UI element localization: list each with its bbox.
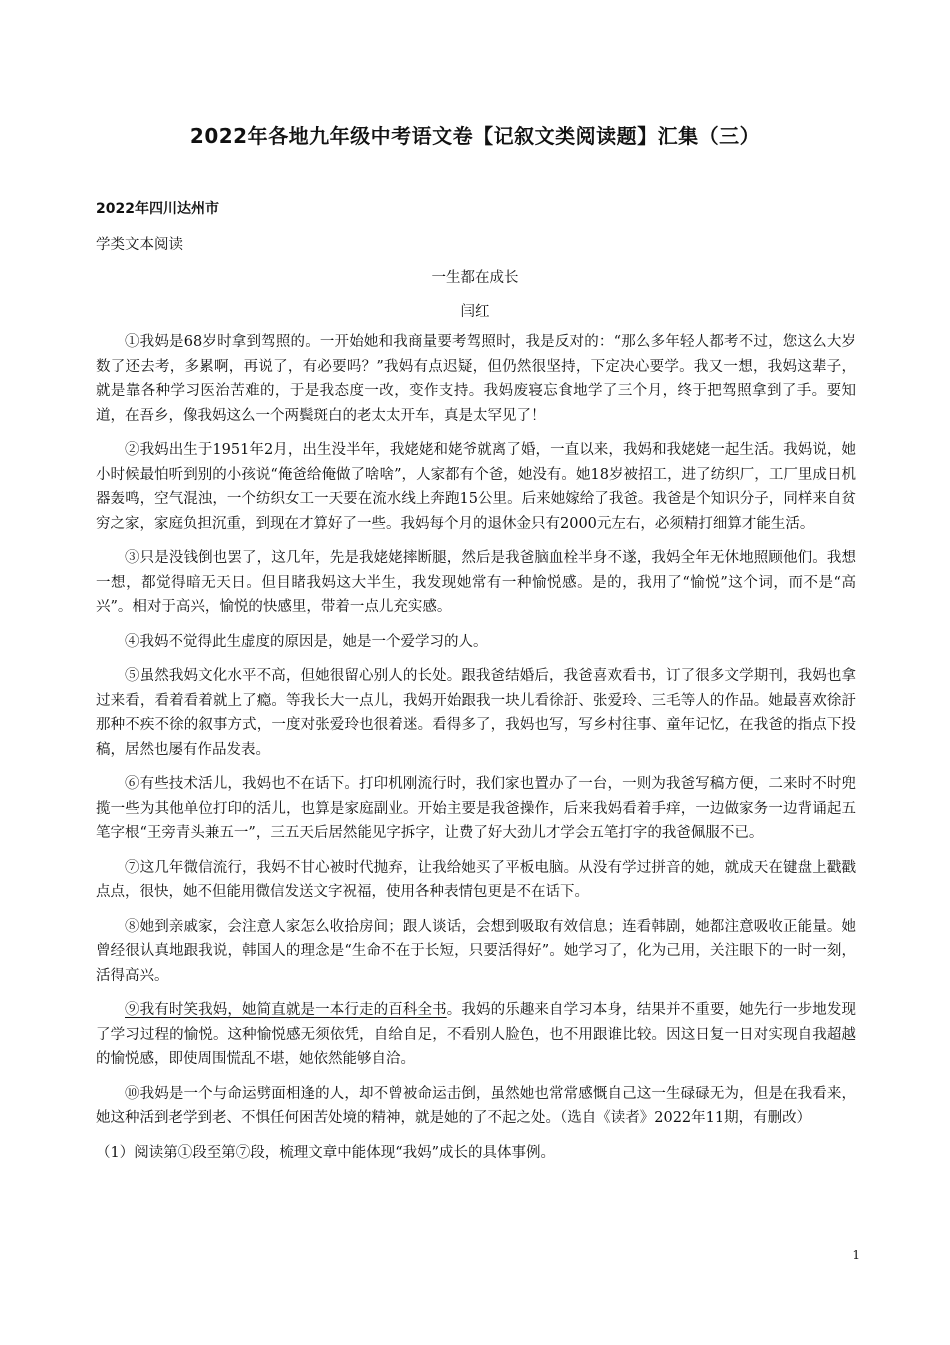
author-name: 闫红 <box>460 304 490 320</box>
question-1: （1）阅读第①段至第⑦段，梳理文章中能体现“我妈”成长的具体事例。 <box>96 1144 556 1161</box>
paragraph-10: ⑩我妈是一个与命运劈面相逢的人，却不曾被命运击倒，虽然她也常常感慨自己这一生碌碌无为，但是在我看来，她这种活到老学到老、不惧任何困苦处境的精神，就是她的了不起之处。（选自《读者》2022年11期，有删改） <box>96 1085 856 1126</box>
region-heading: 2022年四川达州市 <box>96 201 219 217</box>
paragraph-6: ⑥有些技术活儿，我妈也不在话下。打印机刚流行时，我们家也置办了一台，一则为我爸写稿方便，二来时不时兜揽一些为其他单位打印的活儿，也算是家庭副业。开始主要是我爸操作，后来我妈看着手痒，一边做家务一边背诵起五笔字根“王旁青头兼五一”，三五天后居然能见字拆字，让费了好大劲儿才学会五笔打字的我爸佩服不已。 <box>96 776 856 841</box>
underlined-sentence: ⑨我有时笑我妈，她简直就是一本行走的百科全书 <box>125 1002 447 1018</box>
paragraph-9-rest: 。我妈的乐趣来自学习本身，结果并不重要，她先行一步地发现了学习过程的愉悦。这种愉悦感无须依凭，自给自足，不看别人脸色，也不用跟谁比较。因这日复一日对实现自我超越的愉悦感，即使周围慌乱不堪，她依然能够自洽。 <box>96 1002 857 1067</box>
paragraph-3: ③只是没钱倒也罢了，这几年，先是我姥姥摔断腿，然后是我爸脑血栓半身不遂，我妈全年无休地照顾他们。我想一想，都觉得暗无天日。但目睹我妈这大半生，我发现她常有一种愉悦感。是的，我用了“愉悦”这个词，而不是“高兴”。相对于高兴，愉悦的快感里，带着一点儿充实感。 <box>96 550 856 615</box>
section-label: 学类文本阅读 <box>96 237 183 253</box>
paragraph-2: ②我妈出生于1951年2月，出生没半年，我姥姥和姥爷就离了婚，一直以来，我妈和我姥姥一起生活。我妈说，她小时候最怕听到别的小孩说“俺爸给俺做了啥啥”，人家都有个爸，她没有。她18岁被招工，进了纺织厂，工厂里成日机器轰鸣，空气混浊，一个纺织女工一天要在流水线上奔跑15公里。后来她嫁给了我爸。我爸是个知识分子，同样来自贫穷之家，家庭负担沉重，到现在才算好了一些。我妈每个月的退休金只有2000元左右，必须精打细算才能生活。 <box>96 442 856 532</box>
paragraph-5: ⑤虽然我妈文化水平不高，但她很留心别人的长处。跟我爸结婚后，我爸喜欢看书，订了很多文学期刊，我妈也拿过来看，看着看着就上了瘾。等我长大一点儿，我妈开始跟我一块儿看徐訏、张爱玲、三毛等人的作品。她最喜欢徐訏那种不疾不徐的叙事方式，一度对张爱玲也很着迷。看得多了，我妈也写，写乡村往事、童年记忆，在我爸的指点下投稿，居然也屡有作品发表。 <box>96 668 856 758</box>
page-number: 1 <box>852 1248 860 1262</box>
article-body <box>96 330 856 1175</box>
story-title: 一生都在成长 <box>431 270 519 286</box>
paragraph-7: ⑦这几年微信流行，我妈不甘心被时代抛弃，让我给她买了平板电脑。从没有学过拼音的她，就成天在键盘上戳戳点点，很快，她不但能用微信发送文字祝福，使用各种表情包更是不在话下。 <box>96 859 856 900</box>
paragraph-8: ⑧她到亲戚家，会注意人家怎么收拾房间；跟人谈话，会想到吸取有效信息；连看韩剧，她都注意吸收正能量。她曾经很认真地跟我说，韩国人的理念是“生命不在于长短，只要活得好”。她学习了，化为己用，关注眼下的一时一刻，活得高兴。 <box>96 918 856 984</box>
page-title: 2022年各地九年级中考语文卷【记叙文类阅读题】汇集（三） <box>189 124 761 148</box>
paragraph-4: ④我妈不觉得此生虚度的原因是，她是一个爱学习的人。 <box>125 633 488 650</box>
paragraph-1: ①我妈是68岁时拿到驾照的。一开始她和我商量要考驾照时，我是反对的：“那么多年轻人都考不过，您这么大岁数了还去考，多累啊，再说了，有必要吗？”我妈有点迟疑，但仍然很坚持，下定决心要学。我又一想，我妈这辈子，就是靠各种学习医治苦难的，于是我态度一改，变作支持。我妈废寝忘食地学了三个月，终于把驾照拿到了手。要知道，在吾乡，像我妈这么一个两鬓斑白的老太太开车，真是太罕见了！ <box>96 334 856 424</box>
paragraph-9 <box>96 998 856 1072</box>
